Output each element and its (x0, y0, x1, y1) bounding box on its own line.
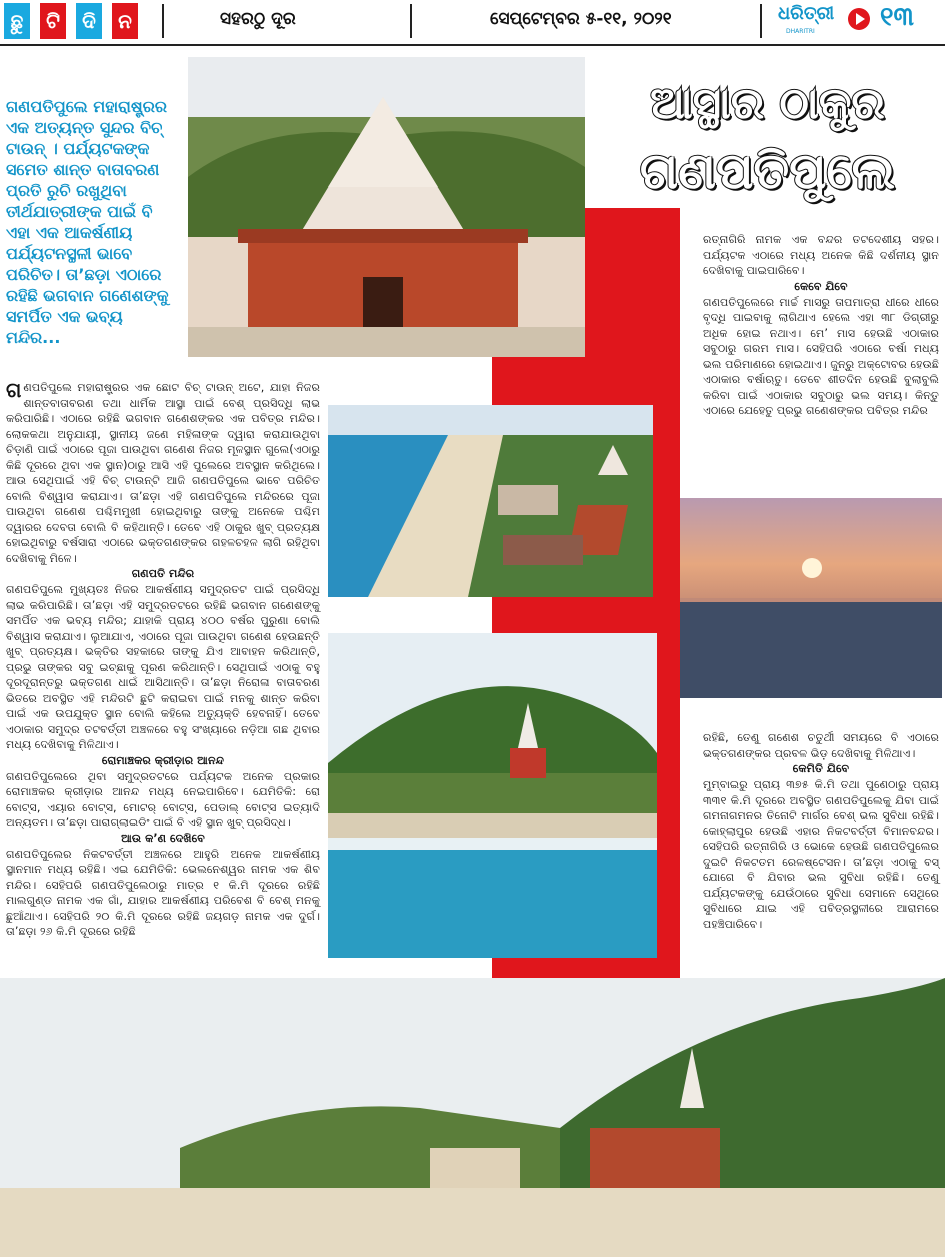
article-column-right-bottom (703, 730, 939, 932)
article-column-right-top (703, 232, 939, 419)
brand-subtitle: DHARITRI (786, 28, 815, 35)
paragraph: ଗଣପତିପୁଲେ ମୁଖ୍ୟତଃ ନିଜର ଆକର୍ଷଣୀୟ ସମୁଦ୍ରତଟ ପାଇଁ ପ୍ରସିଦ୍ଧି ଲାଭ କରିପାରିଛି। ତା’ଛଡ଼ା ଏହି ସମୁଦ୍ରତଟରେ ରହିଛି ଭଗବାନ ଗଣେଶଙ୍କୁ ସମର୍ପିତ ଏକ ଭବ୍ୟ ମନ୍ଦିର; ଯାହାକି ପ୍ରାୟ ୪୦୦ ବର୍ଷର ପୁରୁଣା ବୋଲି ବିଶ୍ୱାସ କରାଯାଏ। ଲୁଆଯାଏ, ଏଠାରେ ପୂଜା ପାଉଥିବା ଗଣେଶ ହେଉଛନ୍ତି ଖୁବ୍ ପ୍ରତ୍ୟକ୍ଷ। ଭକ୍ତିର ସହକାରେ ତାଙ୍କୁ ଯିଏ ଆବାହନ କରିଥାନ୍ତି, ପ୍ରଭୁ ତାଙ୍କର ସବୁ ଇଚ୍ଛାକୁ ପୂରଣ କରିଥାନ୍ତି। ସେଥିପାଇଁ ଏଠାକୁ ବହୁ ଦୂରଦୂରାନ୍ତରୁ ଭକ୍ତଗଣ ଧାଇଁ ଆସିଥାନ୍ତି। ତା’ଛଡ଼ା ନିରୋଳା ବାତାବରଣ ଭିତରେ ଅବସ୍ଥିତ ଏହି ମନ୍ଦିରଟି ଛୁଟି କରାଇବା ପାଇଁ ମନକୁ ଶାନ୍ତ କରିବା ପାଇଁ ଏକ ଉପଯୁକ୍ତ ସ୍ଥାନ ବୋଲି କହିଲେ ଅତ୍ୟୁକ୍ତି ହେବନାହିଁ। ତେବେ ଏଠାକାର ସମୁଦ୍ର ତଟବର୍ତ୍ତୀ ଅଞ୍ଚଳରେ ବହୁ ସଂଖ୍ୟାରେ ନଡ଼ିଆ ଗଛ ଥିବାର ମଧ୍ୟ ଦେଖିବାକୁ ମିଳିଥାଏ। (6, 583, 320, 751)
header-divider (410, 4, 412, 38)
headline-line-1: ଆସ୍ଥାର ଠାକୁର (650, 78, 885, 129)
brand-name: ଧରିତ୍ରୀ (778, 3, 835, 24)
drop-cap: ଗ (6, 378, 22, 402)
subheading: ଗଣପତି ମନ୍ଦିର (131, 567, 195, 580)
paragraph-text: ଣପତିପୁଲେ ମହାରାଷ୍ଟ୍ରର ଏକ ଛୋଟ ବିଚ୍ ଟାଉନ୍ ଅଟେ, ଯାହା ନିଜର ଶାନ୍ତବାତାବରଣ ତଥା ଧାର୍ମିକ ଆସ୍ଥା ପାଇଁ ବେଶ୍ ପ୍ରସିଦ୍ଧି ଲାଭ କରିପାରିଛି। ଏଠାରେ ରହିଛି ଭଗବାନ ଗଣେଶଙ୍କର ଏକ ପବିତ୍ର ମନ୍ଦିର। ଲୋକକଥା ଅନୁଯାୟୀ, ସ୍ଥାନୀୟ ଜଣେ ମହିଳାଙ୍କ ଦ୍ୱାରା କରାଯାଉଥିବା ଚିଡ଼ାଣି ପାଇଁ ଏଠାରେ ପୂଜା ପାଉଥିବା ଗଣେଶ ନିଜର ମୂଳସ୍ଥାନ ଗୁଲେ(ଏଠାରୁ କିଛି ଦୂରରେ ଥିବା ଏକ ସ୍ଥାନ)ଠାରୁ ଆସି ଏହି ପୁଲେରେ ଅବସ୍ଥାନ କରିଥିଲେ। ଆଉ ସେଥିପାଇଁ ଏହି ବିଚ୍ ଟାଉନ୍‌ଟି ଆଜି ଗଣପତିପୁଲେ ଭାବେ ପରିଚିତ ବୋଲି ବିଶ୍ୱାସ କରାଯାଏ। ତା’ଛଡ଼ା ଏହି ଗଣପତିପୁଲେ ମନ୍ଦିରରେ ପୂଜା ପାଉଥିବା ଗଣେଶ ପଶ୍ଚିମମୁଖୀ ହୋଇଥିବାରୁ ତାଙ୍କୁ ଅନେକେ ପଶ୍ଚିମ ଦ୍ୱାରର ଦେବତା ବୋଲି ବି କହିଥାନ୍ତି। ତେବେ ଏହି ଠାକୁର ଖୁବ୍ ପ୍ରତ୍ୟକ୍ଷ ହୋଇଥିବାରୁ ବର୍ଷସାରା ଏଠାରେ ଭକ୍ତଗଣଙ୍କର ଗହଳଚହଳ ଲାଗି ରହିଥିବା ଦେଖିବାକୁ ମିଳେ। (6, 381, 320, 565)
logo-letter-3: ଦି (76, 3, 102, 39)
section-title: ସହରଠୁ ଦୂର (220, 9, 296, 29)
paragraph (6, 380, 320, 566)
hill-temple-photo (328, 633, 657, 958)
paragraph: ଗଣପତିପୁଲେରେ ଥିବା ସମୁଦ୍ରତଟରେ ପର୍ଯ୍ୟଟକ ଅନେକ ପ୍ରକାର ରୋମାଞ୍ଚକର କ୍ରୀଡ଼ାର ଆନନ୍ଦ ମଧ୍ୟ ନେଇପାରିବେ। ଯେମିତିକି: ରୋ ବୋଟ୍ସ, ଏୟାର ବୋଟ୍ସ, ମୋଟର୍ ବୋଟ୍ସ, ପେଡାଲ୍ ବୋଟ୍ସ ଇତ୍ୟାଦି ଅନ୍ୟତମ। ତା’ଛଡ଼ା ପାରାଗ୍ଲାଇଡିଂ ପାଇଁ ବି ଏହି ସ୍ଥାନ ଖୁବ୍ ପ୍ରସିଦ୍ଧ। (6, 769, 320, 829)
page-number: ୧୩ (880, 2, 914, 32)
logo-letter-2: ଟି (40, 3, 66, 39)
page-header (0, 0, 945, 46)
subheading: କେମିତି ଯିବେ (792, 762, 850, 775)
paragraph: ରତ୍ନାଗିରି ନାମକ ଏକ ବନ୍ଦର ତଟଦେଶୀୟ ସହର। ପର୍ଯ୍ୟଟକ ଏଠାରେ ମଧ୍ୟ ଅନେକ କିଛି ଦର୍ଶନୀୟ ସ୍ଥାନ ଦେଖିବାକୁ ପାଇପାରିବେ। (703, 233, 939, 277)
paragraph: ମୁମ୍ବାଇରୁ ପ୍ରାୟ ୩୭୫ କି.ମି ତଥା ପୁଣେଠାରୁ ପ୍ରାୟ ୩୩୧ କି.ମି ଦୂରରେ ଅବସ୍ଥିତ ଗଣପତିପୁଲେକୁ ଯିବା ପାଇଁ ଗମନାଗମନର ତିନୋଟି ମାର୍ଗର ବେଶ୍ ଭଲ ସୁବିଧା ରହିଛି। କୋହ୍ଲାପୁର ହେଉଛି ଏହାର ନିକଟବର୍ତ୍ତୀ ବିମାନବନ୍ଦର। ସେହିପରି ରତ୍ନାଗିରି ଓ ଭୋକେ ହେଉଛି ଗଣପତିପୁଲେର ଦୁଇଟି ନିକଟତମ ରେଳଷ୍ଟେସନ। ତା’ଛଡ଼ା ଏଠାକୁ ବସ୍ ଯୋଗେ ବି ଯିବାର ଭଲ ସୁବିଧା ରହିଛି। ତେଣୁ ପର୍ଯ୍ୟଟକଙ୍କୁ ଯେଉଁଠାରେ ସୁବିଧା ସେମାନେ ସେଥିରେ ସୁବିଧାରେ ଯାଇ ଏହି ପବିତ୍ରସ୍ଥଳୀରେ ଆରାମରେ ପହଞ୍ଚିପାରିବେ। (703, 778, 939, 931)
paragraph: ଗଣପତିପୁଲେରେ ମାର୍ଚ୍ଚ ମାସରୁ ତାପମାତ୍ରା ଧୀରେ ଧୀରେ ବୃଦ୍ଧି ପାଇବାକୁ ଲାଗିଥାଏ ହେଲେ ଏହା ୩୮ ଡିଗ୍ରୀରୁ ଅଧିକ ହୋଇ ନଥାଏ। ମେ’ ମାସ ହେଉଛି ଏଠାକାର ସବୁଠାରୁ ଗରମ ମାସ। ସେହିପରି ଏଠାରେ ବର୍ଷା ମଧ୍ୟ ଭଲ ପରିମାଣରେ ହୋଇଥାଏ। ଜୁନ୍‌ରୁ ଅକ୍ଟୋବର ହେଉଛି ଏଠାକାର ବର୍ଷାଋତୁ। ତେବେ ଶୀତଦିନ ହେଉଛି ବୁଲାବୁଲି କରିବା ପାଇଁ ଏଠାକାର ସବୁଠାରୁ ଭଲ ସମୟ। କିନ୍ତୁ ଏଠାରେ ଯେହେତୁ ପ୍ରଭୁ ଗଣେଶଙ୍କର ପବିତ୍ର ମନ୍ଦିର (703, 295, 940, 417)
article-column-left (6, 380, 320, 940)
paragraph: ଗଣପତିପୁଲେର ନିକଟବର୍ତ୍ତୀ ଅଞ୍ଚଳରେ ଆହୁରି ଅନେକ ଆକର୍ଷଣୀୟ ସ୍ଥାନମାନ ମଧ୍ୟ ରହିଛି। ଏଇ ଯେମିତିକି: ଭେଲନେଶ୍ୱର ନାମକ ଏକ ଶିବ ମନ୍ଦିର। ସେହିପରି ଗଣପତିପୁଲେଠାରୁ ମାତ୍ର ୧ କି.ମି ଦୂରରେ ରହିଛି ମାଲଗୁଣ୍ଡ ନାମକ ଏକ ଗାଁ, ଯାହାର ଆକର୍ଷଣୀୟ ପରିବେଶ ବି ବେଶ୍ ମନକୁ ଛୁଆଁଥାଏ। ସେହିପରି ୨୦ କି.ମି ଦୂରରେ ରହିଛି ଜୟଗଡ଼ ନାମକ ଏକ ଦୁର୍ଗ। ତା’ଛଡ଼ା ୨୬ କି.ମି ଦୂରରେ ରହିଛି (6, 847, 320, 938)
subheading: କେବେ ଯିବେ (794, 279, 848, 293)
header-divider (162, 4, 164, 38)
logo-letter-1: ଛୁ (4, 3, 30, 39)
subheading: ରୋମାଞ୍ଚକର କ୍ରୀଡ଼ାର ଆନନ୍ଦ (101, 753, 225, 767)
issue-date: ସେପ୍ଟେମ୍ବର ୫-୧୧, ୨୦୨୧ (490, 9, 672, 29)
headline-line-2: ଗଣପତିପୁଲେ (639, 142, 896, 200)
temple-photo (188, 57, 585, 357)
logo-letter-4: ନ (112, 3, 138, 39)
header-divider (760, 4, 762, 38)
subheading: ଆଉ କ’ଣ ଦେଖିବେ (121, 831, 205, 845)
intro-blurb: ଗଣପତିପୁଲେ ମହାରାଷ୍ଟ୍ରର ଏକ ଅତ୍ୟନ୍ତ ସୁନ୍ଦର ବିଚ୍ ଟାଉନ୍ । ପର୍ଯ୍ୟଟକଙ୍କ ସମେତ ଶାନ୍ତ ବାତାବରଣ ପ୍ରତି ରୁଚି ରଖୁଥିବା ତୀର୍ଥଯାତ୍ରୀଙ୍କ ପାଇଁ ବି ଏହା ଏକ ଆକର୍ଷଣୀୟ ପର୍ଯ୍ୟଟନସ୍ଥଳୀ ଭାବେ ପରିଚିତ। ତା’ଛଡ଼ା ଏଠାରେ ରହିଛି ଭଗବାନ ଗଣେଶଙ୍କୁ ସମର୍ପିତ ଏକ ଭବ୍ୟ ମନ୍ଦିର... (6, 97, 169, 347)
beach-panorama-photo (0, 978, 945, 1257)
beach-aerial-photo (328, 405, 653, 597)
sunset-photo (680, 498, 942, 698)
paragraph: ରହିଛି, ତେଣୁ ଗଣେଶ ଚତୁର୍ଥୀ ସମୟରେ ବି ଏଠାରେ ଭକ୍ତଗଣଙ୍କର ପ୍ରବଳ ଭିଡ଼ ଦେଖିବାକୁ ମିଳିଥାଏ। (703, 731, 939, 760)
play-icon (848, 8, 870, 30)
